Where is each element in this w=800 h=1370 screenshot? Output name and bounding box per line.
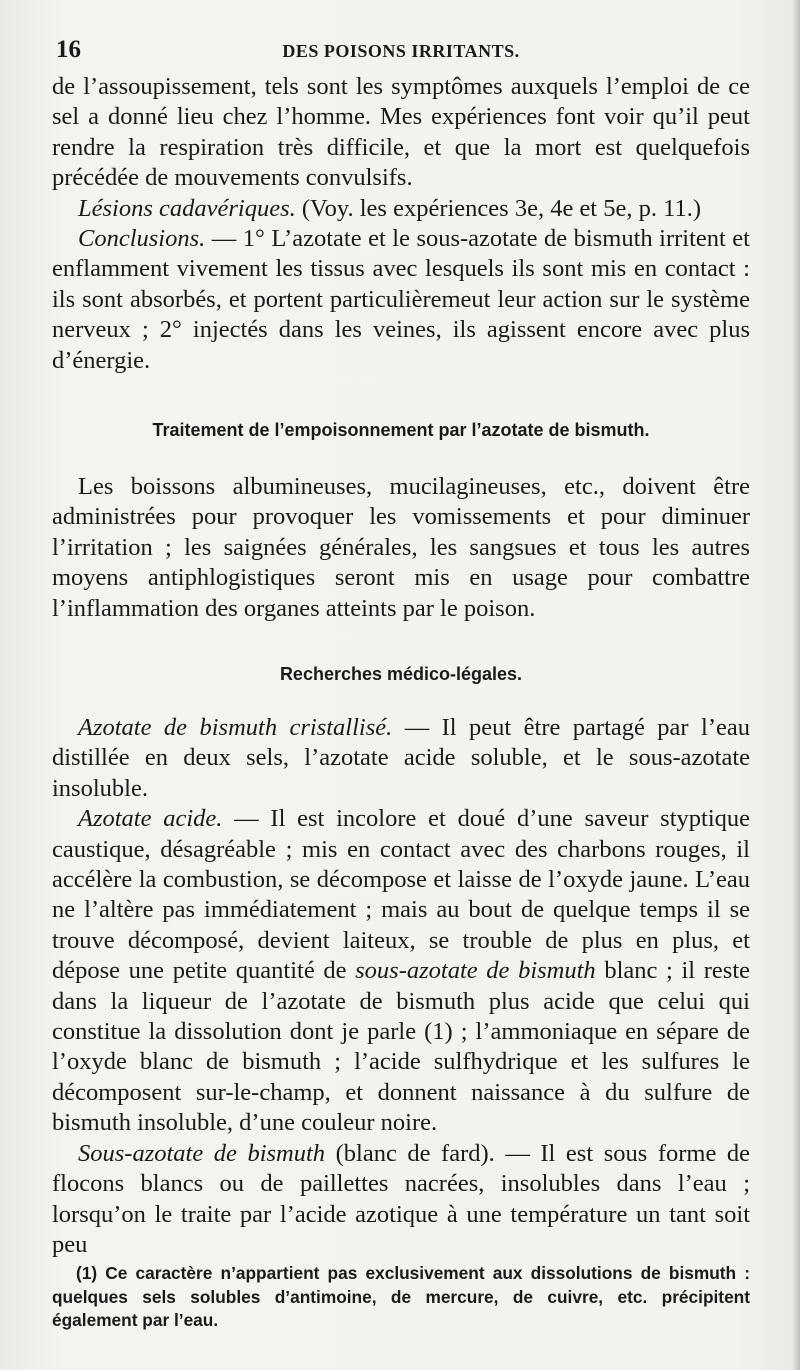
paragraph-crystallized [52,713,750,804]
paragraph-subnitrate [52,1139,750,1261]
text-block-3 [52,713,750,1260]
page-edge-shadow [792,0,800,1370]
acid-nitrate-label: Azotate acide. [78,805,223,833]
crystallized-text: — Il peut être partagé par l’eau distillée en deux sels, l’azotate acide soluble, et le sous-azotate insoluble. [52,714,750,802]
footnote [52,1262,750,1333]
crystallized-label: Azotate de bismuth cristallisé. [78,714,393,741]
conclusions-label: Conclusions. [78,225,206,253]
text-block-2 [52,472,750,624]
paragraph-lesions [52,194,750,224]
subnitrate-text: (blanc de fard). — Il est sous forme de flocons blancs ou de paillettes nacrées, insolubles dans l’eau ; lorsqu’on le traite par l’acide azotique à une température un tant soit peu [52,1139,750,1258]
footnote-text: (1) Ce caractère n’appartient pas exclusivement aux dissolutions de bismuth : quelques sels solubles d’antimoine, de mercure, de cuivre, etc. précipitent également par l’eau. [52,1263,750,1330]
text-block-1 [52,72,750,376]
page-number: 16 [56,36,81,63]
acid-nitrate-text-a: — Il est incolore et doué d’une saveur styptique caustique, désagréable ; mis en contact avec des charbons rouges, il accélère la combustion, se décompose et laisse de l’oxyde jaune. L’eau ne l’altère pas immédiatement ; mais au bout de quelque temps il se trouve décomposé, devient laiteux, se trouble de plus en plus, et dépose une petite quantité de [52,805,750,985]
subnitrate-label: Sous-azotate de bismuth [78,1139,326,1167]
acid-nitrate-text-b: blanc ; il reste dans la liqueur de l’azotate de bismuth plus acide que celui qui constitue la dissolution dont je parle (1) ; l’ammoniaque en sépare de l’oxyde blanc de bismuth ; l’acide sulfhydrique et les sulfures le décomposent sur-le-champ, et donnent naissance à du sulfure de bismuth insoluble, d’une couleur noire. [52,957,751,1137]
paragraph-treatment: Les boissons albumineuses, mucilagineuses, etc., doivent être administrées pour provoquer les vomissements et pour diminuer l’irritation ; les saignées générales, les sangsues et tous les autres moyens antiphlogistiques seront mis en usage pour combattre l’inflammation des organes atteints par le poison. [52,473,750,622]
paragraph-acid-nitrate [52,804,750,1138]
paragraph-symptoms: de l’assoupissement, tels sont les symptômes auxquels l’emploi de ce sel a donné lieu chez l’homme. Mes expériences font voir qu’il peut rendre la respiration très difficile, et que la mort est quelquefois précédée de mouvements convulsifs. [52,73,750,192]
lesions-label: Lésions cadavériques. [78,194,296,222]
acid-nitrate-italic: sous-azotate de bismuth [355,957,596,985]
section-heading-medico-legal: Recherches médico-légales. [279,664,523,684]
page-header [56,36,746,70]
paragraph-conclusions [52,224,750,376]
section-heading-treatment: Traitement de l’empoisonnement par l’azotate de bismuth. [152,420,650,440]
running-head: DES POISONS IRRITANTS. [282,41,520,61]
conclusions-text: — 1° L’azotate et le sous-azotate de bismuth irritent et enflamment vivement les tissus avec lesquels ils sont mis en contact : ils sont absorbés, et portent particulièremeut leur action sur le système nerveux ; 2° injectés dans les veines, ils agissent encore avec plus d’énergie. [52,225,750,374]
lesions-text: (Voy. les expériences 3e, 4e et 5e, p. 11.) [295,194,701,222]
